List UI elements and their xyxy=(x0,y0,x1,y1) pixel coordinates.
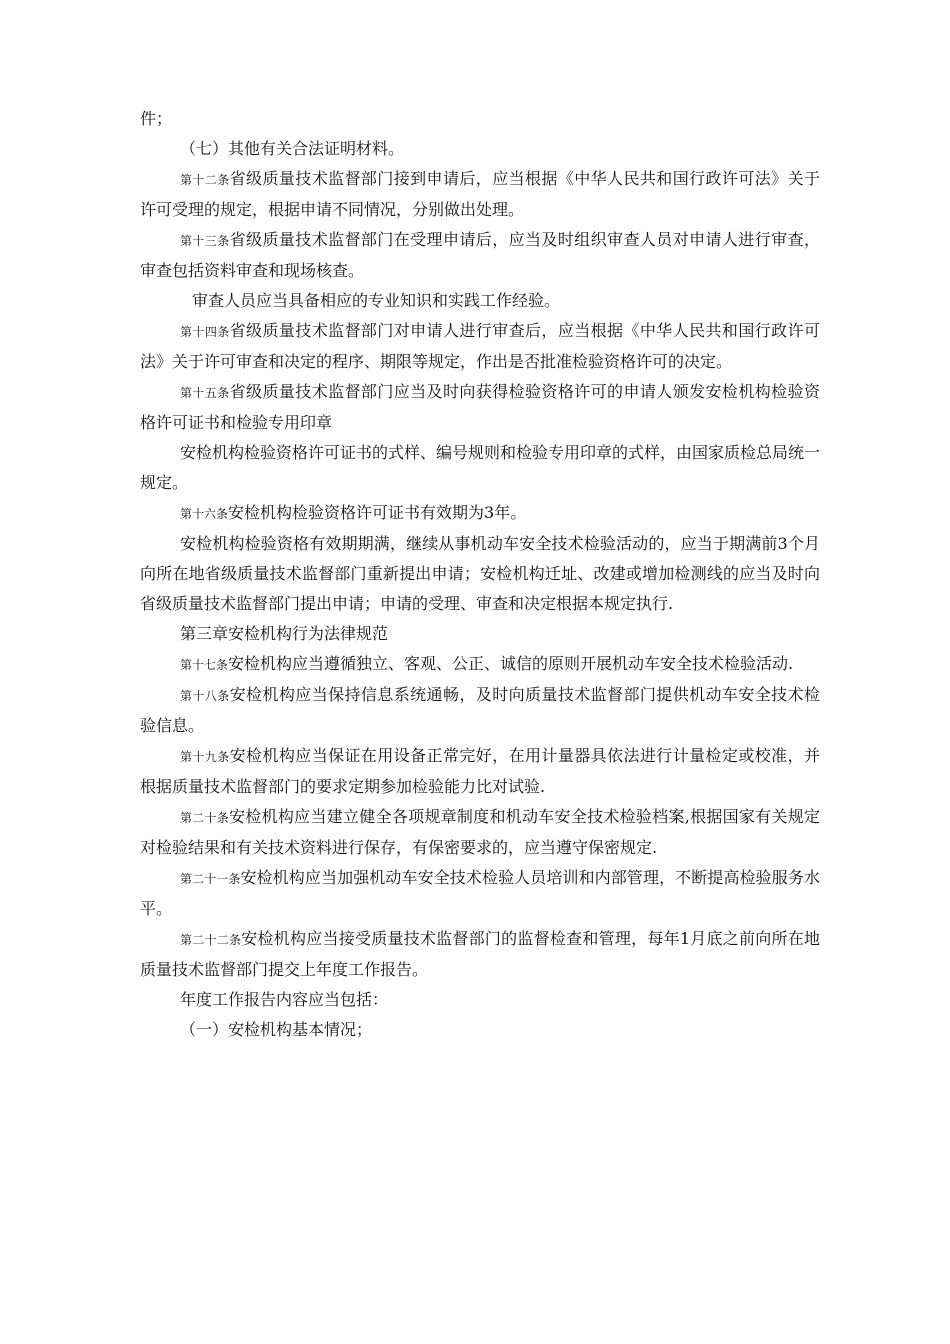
article-number: 第十七条 xyxy=(180,658,229,672)
paragraph-text: 安检机构应当保持信息系统通畅，及时向质量技术监督部门提供机动车安全技术检验信息。 xyxy=(140,685,820,735)
paragraph xyxy=(140,286,820,316)
article-number: 第十五条 xyxy=(180,386,230,400)
paragraph-text: 省级质量技术监督部门接到申请后，应当根据《中华人民共和国行政许可法》关于许可受理的规定，根据申请不同情况，分别做出处理。 xyxy=(140,169,820,219)
article-14 xyxy=(140,316,820,377)
document-page xyxy=(140,104,820,1045)
article-22 xyxy=(140,924,820,985)
article-13 xyxy=(140,225,820,286)
article-number: 第十九条 xyxy=(180,750,230,764)
paragraph xyxy=(140,438,820,498)
list-item-7 xyxy=(140,134,820,164)
paragraph-text: 安检机构检验资格许可证书的式样、编号规则和检验专用印章的式样，由国家质检总局统一规定。 xyxy=(140,443,821,492)
chapter-heading xyxy=(140,619,820,649)
paragraph-text: 安检机构检验资格许可证书有效期为3年。 xyxy=(228,503,527,522)
paragraph-text: 安检机构应当遵循独立、客观、公正、诚信的原则开展机动车安全技术检验活动. xyxy=(228,654,794,673)
article-number: 第十四条 xyxy=(180,325,230,339)
article-number: 第二十二条 xyxy=(180,933,242,947)
paragraph-text: 省级质量技术监督部门应当及时向获得检验资格许可的申请人颁发安检机构检验资格许可证书和检验专用印章 xyxy=(140,382,820,432)
paragraph-text: 件； xyxy=(140,109,173,128)
paragraph-text: 审查人员应当具备相应的专业知识和实践工作经验。 xyxy=(192,291,561,310)
article-17 xyxy=(140,649,820,680)
article-16 xyxy=(140,498,820,529)
paragraph-text: 安检机构应当加强机动车安全技术检验人员培训和内部管理，不断提高检验服务水平。 xyxy=(140,868,820,918)
article-number: 第十八条 xyxy=(180,689,230,703)
paragraph-text: 年度工作报告内容应当包括： xyxy=(180,990,389,1009)
paragraph-text: 省级质量技术监督部门对申请人进行审查后，应当根据《中华人民共和国行政许可法》关于许可审查和决定的程序、期限等规定，作出是否批准检验资格许可的决定。 xyxy=(140,321,820,371)
paragraph-text: （七）其他有关合法证明材料。 xyxy=(180,139,405,158)
paragraph-text: 安检机构检验资格有效期期满，继续从事机动车安全技术检验活动的，应当于期满前3个月向所在地省级质量技术监督部门重新提出申请；安检机构迁址、改建或增加检测线的应当及时向省级质量技术监督部门提出申请；申请的受理、审查和决定根据本规定执行. xyxy=(140,534,820,613)
paragraph xyxy=(140,985,820,1015)
paragraph-text: 安检机构应当接受质量技术监督部门的监督检查和管理，每年1月底之前向所在地质量技术监督部门提交上年度工作报告。 xyxy=(140,929,820,979)
chapter-title: 第三章安检机构行为法律规范 xyxy=(180,624,389,643)
article-number: 第二十一条 xyxy=(180,872,241,886)
article-21 xyxy=(140,863,820,924)
article-12 xyxy=(140,164,820,225)
paragraph-text: （一）安检机构基本情况； xyxy=(180,1020,373,1039)
article-15 xyxy=(140,377,820,438)
article-20 xyxy=(140,802,820,863)
paragraph-text: 安检机构应当保证在用设备正常完好，在用计量器具依法进行计量检定或校准，并根据质量技术监督部门的要求定期参加检验能力比对试验. xyxy=(140,746,820,796)
list-item-1 xyxy=(140,1015,820,1045)
article-number: 第二十条 xyxy=(180,811,230,825)
article-19 xyxy=(140,741,820,802)
paragraph-fragment xyxy=(140,104,820,134)
article-18 xyxy=(140,680,820,741)
article-number: 第十二条 xyxy=(180,173,230,187)
paragraph xyxy=(140,529,820,619)
paragraph-text: 省级质量技术监督部门在受理申请后，应当及时组织审查人员对申请人进行审查，审查包括资料审查和现场核查。 xyxy=(140,230,820,280)
paragraph-text: 安检机构应当建立健全各项规章制度和机动车安全技术检验档案,根据国家有关规定对检验结果和有关技术资料进行保存，有保密要求的，应当遵守保密规定. xyxy=(140,807,820,857)
article-number: 第十六条 xyxy=(180,507,229,521)
article-number: 第十三条 xyxy=(180,234,230,248)
